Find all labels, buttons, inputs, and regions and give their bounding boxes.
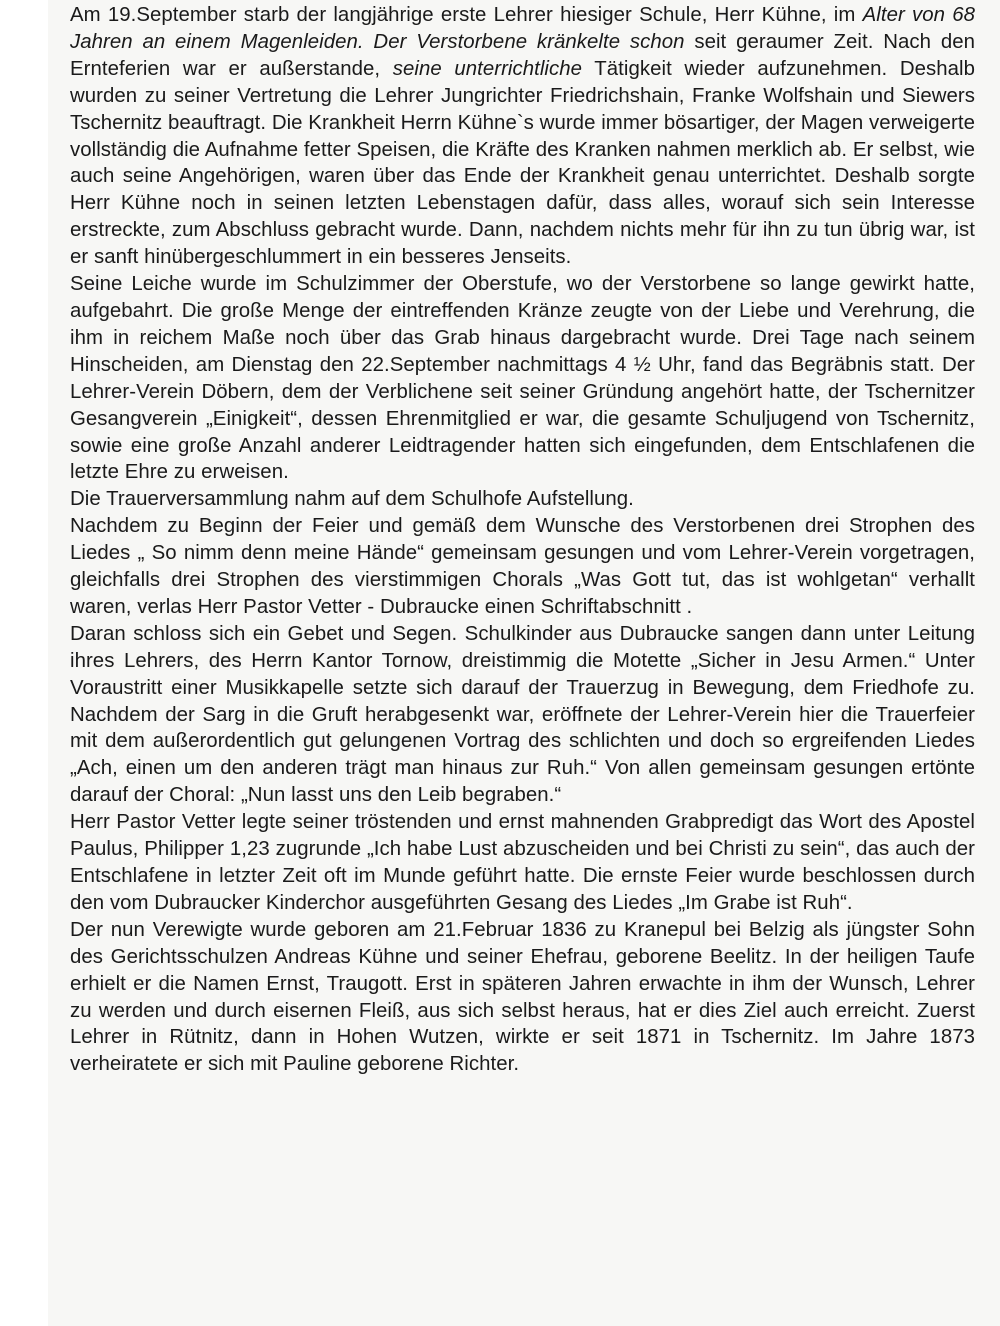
document-body	[70, 2, 975, 1078]
paragraph-sermon	[70, 809, 975, 917]
text-segment: Am 19.September starb der langjährige erste Lehrer hiesiger Schule, Herr Kühne, im	[70, 4, 863, 26]
paragraph-ceremony-start	[70, 513, 975, 621]
text-segment-italic: seine unterrichtliche	[392, 57, 583, 80]
text-segment: Seine Leiche wurde im Schulzimmer der Oberstufe, wo der Verstorbene so lange gewirkt hatte, aufgebahrt. Die große Menge der eintreffenden Kränze zeugte von der Liebe und Verehrung, die ihm in reichem Maße noch über das Grab hinaus dargebracht wurde. Drei Tage nach seinem Hinscheiden, am Dienstag den 22.September nachmittags 4 ½ Uhr, fand das Begräbnis statt. Der Lehrer-Verein Döbern, dem der Verblichene seit seiner Gründung angehört hatte, der Tschernitzer Gesangverein „Einigkeit“, dessen Ehrenmitglied er war, die gesamte Schuljugend von Tschernitz, sowie eine große Anzahl anderer Leidtragender hatten sich eingefunden, dem Entschlafenen die letzte Ehre zu erweisen.	[70, 273, 975, 484]
paragraph-assembly	[70, 486, 975, 513]
text-segment: Die Trauerversammlung nahm auf dem Schulhofe Aufstellung.	[70, 488, 634, 511]
paragraph-procession	[70, 621, 975, 809]
paragraph-biography	[70, 917, 975, 1078]
text-segment: Daran schloss sich ein Gebet und Segen. Schulkinder aus Dubraucke sangen dann unter Leitung ihres Lehrers, des Herrn Kantor Tornow, dreistimmig die Motette „Sicher in Jesu Armen.“ Unter Voraustritt einer Musikkapelle setzte sich darauf der Trauerzug in Bewegung, dem Friedhofe zu. Nachdem der Sarg in die Gruft herabgesenkt war, eröffnete der Lehrer-Verein hier die Trauerfeier mit dem außerordentlich gut gelungenen Vortrag des schlichten und doch so ergreifenden Liedes „Ach, einen um den anderen trägt man hinaus zur Ruh.“ Von allen gemeinsam gesungen ertönte darauf der Choral: „Nun lasst uns den Leib begraben.“	[70, 622, 975, 807]
text-segment: Nachdem zu Beginn der Feier und gemäß dem Wunsche des Verstorbenen drei Strophen des Liedes „ So nimm denn meine Hände“ gemeinsam gesungen und vom Lehrer-Verein vorgetragen, gleichfalls drei Strophen des vierstimmigen Chorals „Was Gott tut, das ist wohlgetan“ verhallt waren, verlas Herr Pastor Vetter - Dubraucke einen Schriftabschnitt .	[70, 515, 975, 618]
text-segment: Tätigkeit wieder aufzunehmen. Deshalb wurden zu seiner Vertretung die Lehrer Jungrichter Friedrichshain, Franke Wolfshain und Siewers Tschernitz beauftragt. Die Krankheit Herrn Kühne`s wurde immer bösartiger, der Magen verweigerte vollständig die Aufnahme fetter Speisen, die Kräfte des Kranken nahmen merklich ab. Er selbst, wie auch seine Angehörigen, waren über das Ende der Krankheit genau unterrichtet. Deshalb sorgte Herr Kühne noch in seinen letzten Lebenstagen dafür, dass alles, worauf sich sein Interesse erstreckte, zum Abschluss gebracht wurde. Dann, nachdem nichts mehr für ihn zu tun übrig war, ist er sanft hinübergeschlummert in ein besseres Jenseits.	[70, 57, 975, 269]
scan-left-margin	[0, 0, 48, 1326]
scanned-page	[48, 0, 1000, 1326]
text-segment: Herr Pastor Vetter legte seiner tröstenden und ernst mahnenden Grabpredigt das Wort des Apostel Paulus, Philipper 1,23 zugrunde „Ich habe Lust abzuscheiden und bei Christi zu sein“, das auch der Entschlafene in letzter Zeit oft im Munde geführt hatte. Die ernste Feier wurde beschlossen durch den vom Dubraucker Kinderchor ausgeführten Gesang des Liedes „Im Grabe ist Ruh“.	[70, 811, 975, 914]
text-segment: seit geraumer Zeit. Nach den Ernteferien war er außerstande,	[70, 30, 975, 80]
paragraph-lying-in-state	[70, 271, 975, 486]
paragraph-death-notice	[70, 2, 975, 271]
text-segment-italic: Alter von 68 Jahren an einem Magenleiden. Der Verstorbene kränkelte schon	[70, 4, 975, 53]
text-segment: Der nun Verewigte wurde geboren am 21.Februar 1836 zu Kranepul bei Belzig als jüngster Sohn des Gerichtsschulzen Andreas Kühne und seiner Ehefrau, geborene Beelitz. In der heiligen Taufe erhielt er die Namen Ernst, Traugott. Erst in späteren Jahren erwachte in ihm der Wunsch, Lehrer zu werden und durch eisernen Fleiß, aus sich selbst heraus, hat er dies Ziel auch erreicht. Zuerst Lehrer in Rütnitz, dann in Hohen Wutzen, wirkte er seit 1871 in Tschernitz. Im Jahre 1873 verheiratete er sich mit Pauline geborene Richter.	[70, 918, 975, 1076]
